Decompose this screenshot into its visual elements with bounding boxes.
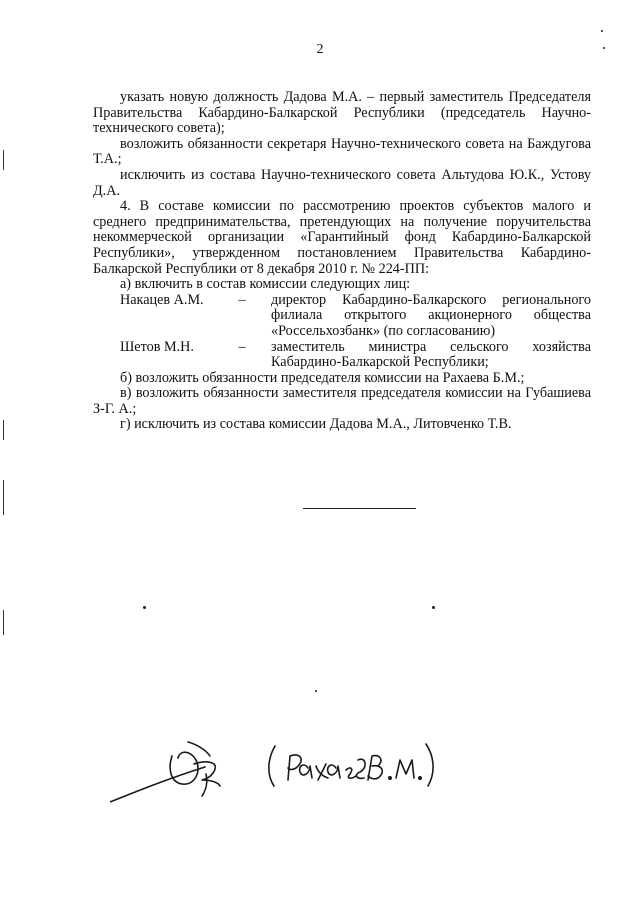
member-role: заместитель министра сельского хозяйства Кабардино-Балкарской Республики; bbox=[271, 338, 591, 371]
scan-edge-mark bbox=[3, 420, 4, 440]
scan-speck bbox=[601, 30, 603, 32]
member-row bbox=[93, 340, 591, 371]
paragraph-include-members: а) включить в состав комиссии следующих лиц: bbox=[120, 276, 411, 293]
paragraph-chairman: б) возложить обязанности председателя комиссии на Рахаева Б.М.; bbox=[120, 369, 525, 386]
paragraph-commission-item-4: 4. В составе комиссии по рассмотрению проектов субъектов малого и среднего предпринимательства, претендующих на получение поручительства некоммерческой организации «Гарантийный фонд Кабардино-Балкарской Республики», утвержденном постановлением Правительства Кабардино-Балкарской Республики от 8 декабря 2010 г. № 224-ПП: bbox=[93, 198, 591, 277]
paragraph-deputy-chairman: в) возложить обязанности заместителя председателя комиссии на Губашиева З-Г. А.; bbox=[93, 385, 591, 417]
scan-speck bbox=[432, 606, 435, 609]
scan-speck bbox=[603, 47, 605, 49]
paragraph-exclude-council: исключить из состава Научно-технического совета Альтудова Ю.К., Устову Д.А. bbox=[93, 166, 591, 199]
paragraph-secretary: возложить обязанности секретаря Научно-технического совета на Баждугова Т.А.; bbox=[93, 135, 591, 168]
member-name: Шетов М.Н. bbox=[120, 338, 194, 355]
scan-edge-mark bbox=[3, 150, 4, 170]
member-dash: – bbox=[238, 338, 246, 355]
member-role: директор Кабардино-Балкарского регионального филиала открытого акционерного общества «Россельхозбанк» (по согласованию) bbox=[271, 291, 591, 339]
scan-edge-mark bbox=[3, 480, 4, 515]
scan-speck bbox=[315, 690, 317, 692]
member-row bbox=[93, 293, 591, 340]
member-dash: – bbox=[238, 291, 246, 308]
document-body bbox=[93, 90, 591, 433]
member-name: Накацев А.М. bbox=[120, 291, 204, 308]
handwritten-signature bbox=[110, 720, 440, 810]
paragraph-exclude-commission: г) исключить из состава комиссии Дадова М.А., Литовченко Т.В. bbox=[120, 416, 512, 433]
scan-speck bbox=[143, 606, 146, 609]
paragraph-position-change: указать новую должность Дадова М.А. – первый заместитель Председателя Правительства Кабардино-Балкарской Республики (председатель Научно-технического совета); bbox=[93, 89, 591, 137]
scan-edge-mark bbox=[3, 610, 4, 635]
closing-rule bbox=[303, 508, 416, 509]
page-number: 2 bbox=[316, 42, 324, 57]
